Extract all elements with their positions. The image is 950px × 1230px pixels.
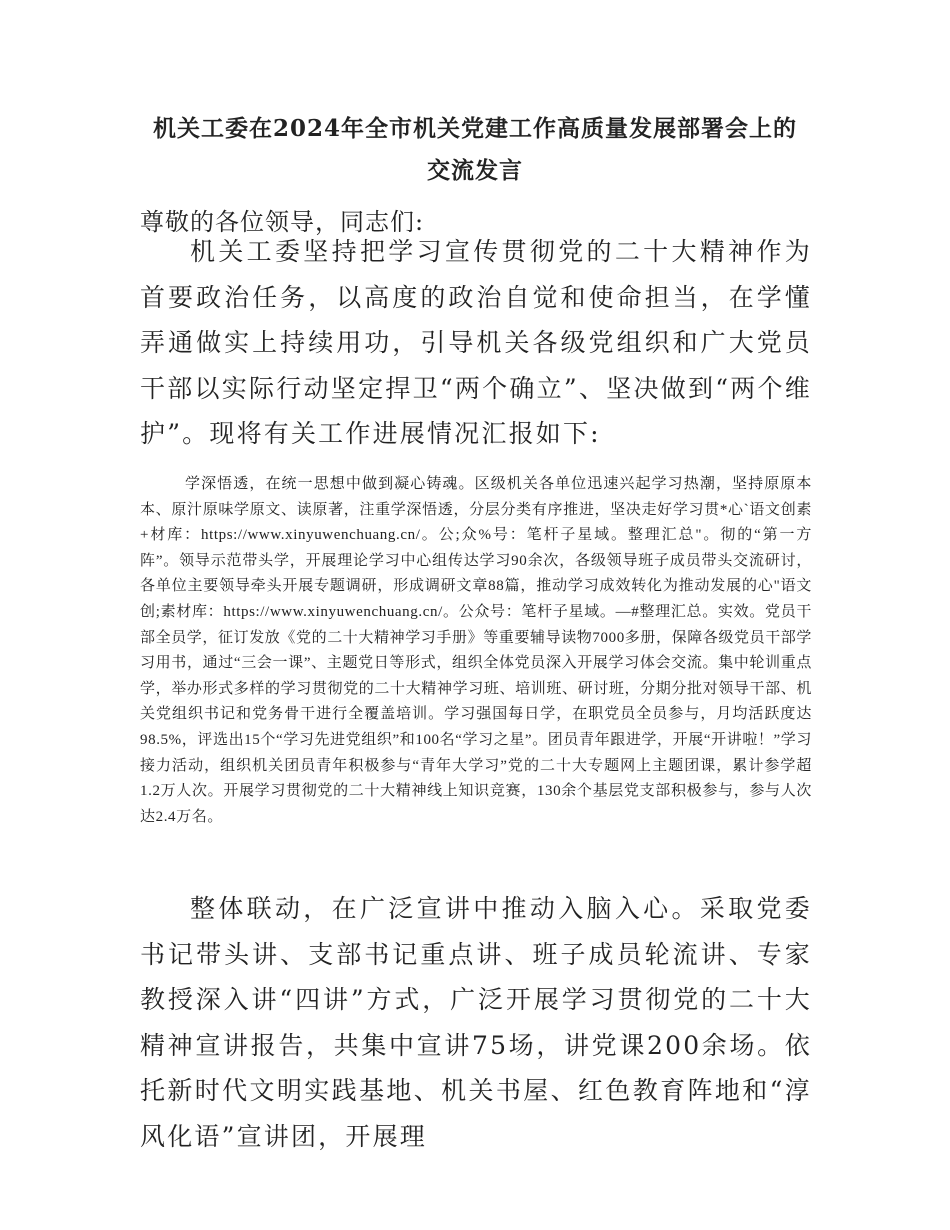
document-title-line-1: 机关工委在2024年全市机关党建工作高质量发展部署会上的	[152, 115, 797, 142]
study-section-paragraph: 学深悟透，在统一思想中做到凝心铸魂。区级机关各单位迅速兴起学习热潮，坚持原原本本、原汁原味学原文、读原著，注重学深悟透，分层分类有序推进，坚决走好学习贯*心`语文创素+材库：https://www.xinyuwenchuang.cn/。公;众%号：笔杆子星域。整理汇总"。彻的“第一方阵”。领导示范带头学，开展理论学习中心组传达学习90余次，各级领导班子成员带头交流研讨，各单位主要领导牵头开展专题调研，形成调研文章88篇，推动学习成效转化为推动发展的心"语文创;素材库：https://www.xinyuwenchuang.cn/。公众号：笔杆子星域。—#整理汇总。实效。党员干部全员学，征订发放《党的二十大精神学习手册》等重要辅导读物7000多册，保障各级党员干部学习用书，通过“三会一课”、主题党日等形式，组织全体党员深入开展学习体会交流。集中轮训重点学，举办形式多样的学习贯彻党的二十大精神学习班、培训班、研讨班，分期分批对领导干部、机关党组织书记和党务骨干进行全覆盖培训。学习强国每日学，在职党员全员参与，月均活跃度达98.5%，评选出15个“学习先进党组织”和100名“学习之星”。团员青年跟进学，开展“开讲啦！”学习接力活动，组织机关团员青年积极参与“青年大学习”党的二十大专题网上主题团课，累计参学超1.2万人次。开展学习贯彻党的二十大精神线上知识竞赛，130余个基层党支部积极参与，参与人次达2.4万名。	[140, 476, 813, 825]
salutation: 尊敬的各位领导，同志们:	[140, 208, 425, 236]
publicity-section-paragraph: 整体联动，在广泛宣讲中推动入脑入心。采取党委书记带头讲、支部书记重点讲、班子成员轮流讲、专家教授深入讲“四讲”方式，广泛开展学习贯彻党的二十大精神宣讲报告，共集中宣讲75场，讲党课200余场。依托新时代文明实践基地、机关书屋、红色教育阵地和“淳风化语”宣讲团，开展理	[140, 894, 812, 1151]
intro-paragraph: 机关工委坚持把学习宣传贯彻党的二十大精神作为首要政治任务，以高度的政治自觉和使命担当，在学懂弄通做实上持续用功，引导机关各级党组织和广大党员干部以实际行动坚定捍卫“两个确立”、坚决做到“两个维护”。现将有关工作进展情况汇报如下:	[140, 237, 812, 448]
document-title-line-2: 交流发言	[427, 157, 523, 184]
